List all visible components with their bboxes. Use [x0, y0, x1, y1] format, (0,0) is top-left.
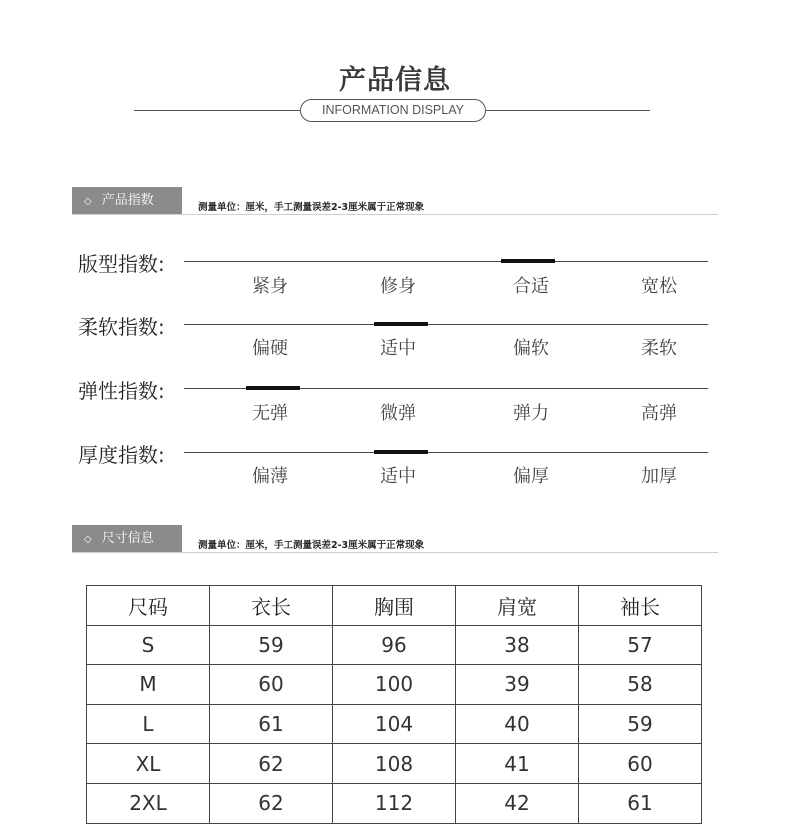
table-cell: 61: [210, 704, 333, 744]
index-option: 高弹: [641, 403, 677, 424]
table-cell: 39: [456, 665, 579, 705]
page-title: 产品信息: [339, 65, 451, 96]
index-option: 加厚: [641, 466, 677, 487]
index-option: 弹力: [513, 403, 549, 424]
index-label: 厚度指数:: [78, 443, 165, 467]
table-cell: 61: [579, 783, 702, 823]
index-marker: [374, 322, 428, 326]
table-cell: 38: [456, 625, 579, 665]
column-header: 尺码: [87, 586, 210, 626]
table-cell: 42: [456, 783, 579, 823]
index-option: 合适: [513, 276, 549, 297]
index-scale-line: [184, 324, 708, 325]
table-cell: 96: [333, 625, 456, 665]
table-row: [87, 744, 702, 784]
table-cell: 60: [579, 744, 702, 784]
table-cell: 41: [456, 744, 579, 784]
table-cell: 40: [456, 704, 579, 744]
index-marker: [501, 259, 555, 263]
index-option: 宽松: [641, 276, 677, 297]
title-divider-left: [134, 110, 302, 111]
table-cell: 2XL: [87, 783, 210, 823]
index-option: 紧身: [252, 276, 288, 297]
table-row: [87, 783, 702, 823]
table-header-row: [87, 586, 702, 626]
table-cell: 104: [333, 704, 456, 744]
index-option: 微弹: [380, 403, 416, 424]
table-cell: 62: [210, 744, 333, 784]
diamond-icon: ◇: [84, 534, 92, 545]
column-header: 衣长: [210, 586, 333, 626]
table-cell: 57: [579, 625, 702, 665]
column-header: 袖长: [579, 586, 702, 626]
index-scale-line: [184, 261, 708, 262]
product-index-note: 测量单位：厘米，手工测量误差2-3厘米属于正常现象: [198, 202, 425, 213]
table-cell: XL: [87, 744, 210, 784]
index-marker: [246, 386, 300, 390]
table-cell: 62: [210, 783, 333, 823]
index-option: 柔软: [641, 338, 677, 359]
index-label: 版型指数:: [78, 252, 165, 276]
product-index-divider: [72, 214, 718, 215]
title-divider-right: [486, 110, 650, 111]
size-info-tab: [72, 525, 182, 552]
table-cell: 58: [579, 665, 702, 705]
table-cell: 59: [210, 625, 333, 665]
index-option: 适中: [380, 338, 416, 359]
column-header: 胸围: [333, 586, 456, 626]
size-info-note: 测量单位：厘米，手工测量误差2-3厘米属于正常现象: [198, 540, 425, 551]
index-option: 无弹: [252, 403, 288, 424]
index-label: 柔软指数:: [78, 315, 165, 339]
size-table: [86, 585, 702, 824]
index-option: 修身: [380, 276, 416, 297]
table-cell: M: [87, 665, 210, 705]
diamond-icon: ◇: [84, 196, 92, 207]
index-option: 偏硬: [252, 338, 288, 359]
index-option: 偏薄: [252, 466, 288, 487]
size-info-tab-label: 尺寸信息: [101, 531, 154, 546]
table-cell: 108: [333, 744, 456, 784]
size-info-divider: [72, 552, 718, 553]
table-row: [87, 625, 702, 665]
table-cell: L: [87, 704, 210, 744]
index-scale-line: [184, 452, 708, 453]
subtitle-badge: INFORMATION DISPLAY: [300, 99, 486, 122]
product-index-tab: [72, 187, 182, 214]
table-row: [87, 704, 702, 744]
index-option: 适中: [380, 466, 416, 487]
product-index-tab-label: 产品指数: [101, 193, 154, 208]
table-cell: 112: [333, 783, 456, 823]
table-cell: 59: [579, 704, 702, 744]
table-cell: 100: [333, 665, 456, 705]
table-cell: 60: [210, 665, 333, 705]
index-option: 偏软: [513, 338, 549, 359]
column-header: 肩宽: [456, 586, 579, 626]
table-cell: S: [87, 625, 210, 665]
index-label: 弹性指数:: [78, 379, 165, 403]
index-option: 偏厚: [513, 466, 549, 487]
index-marker: [374, 450, 428, 454]
table-row: [87, 665, 702, 705]
